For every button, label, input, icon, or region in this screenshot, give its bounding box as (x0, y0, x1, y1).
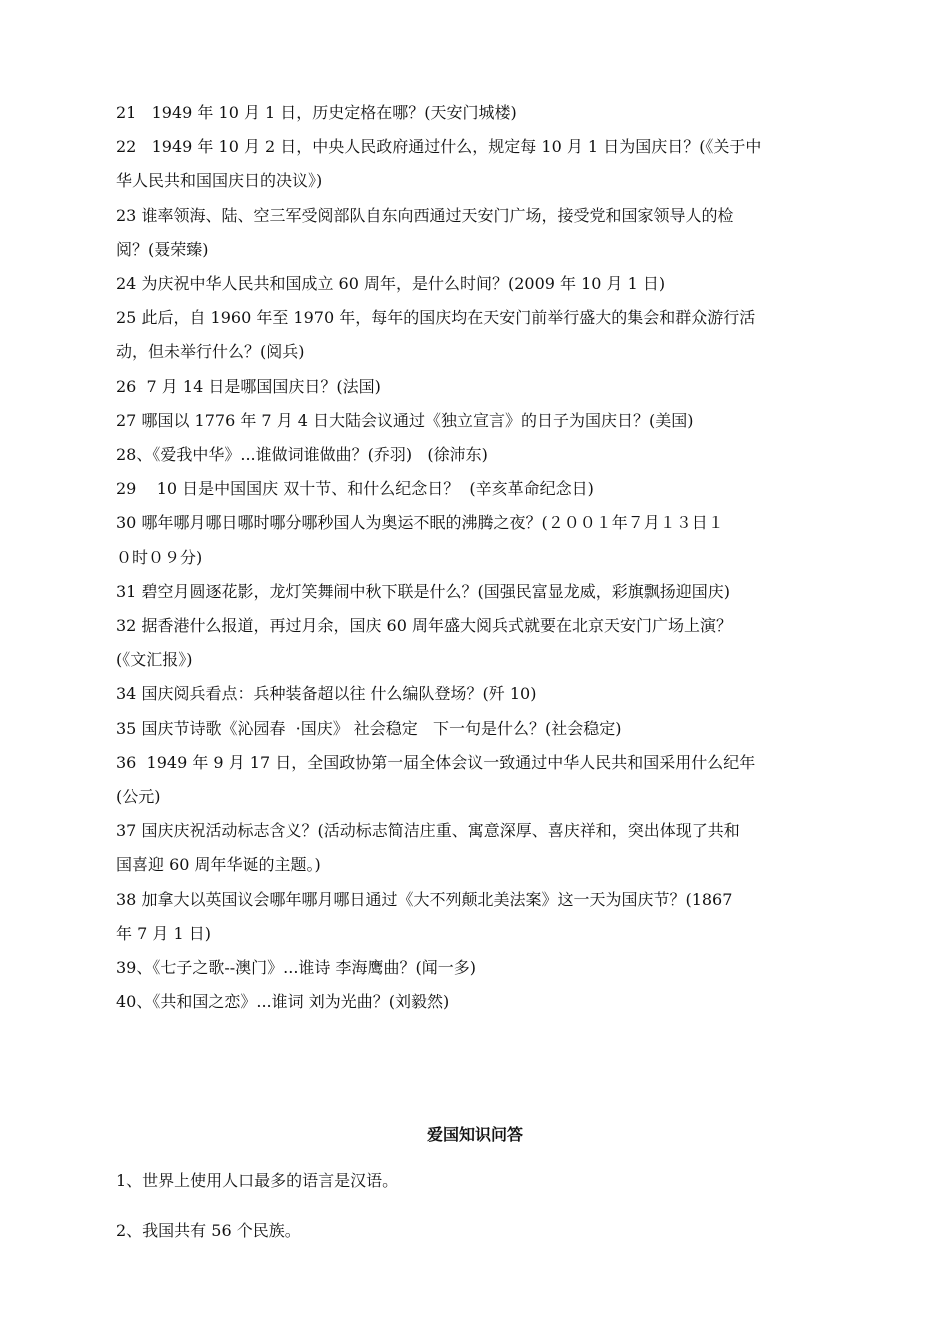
qa-line: 年 7 月 1 日) (116, 923, 211, 943)
qa-line: 37 国庆庆祝活动标志含义？(活动标志简洁庄重、寓意深厚、喜庆祥和，突出体现了共和 (116, 821, 740, 841)
qa-line: 华人民共和国国庆日的决议》) (116, 171, 323, 191)
qa-line: 动，但未举行什么？(阅兵) (116, 342, 305, 362)
fact-item: 2、我国共有 56 个民族。 (116, 1221, 301, 1240)
qa-line: 25 此后，自 1960 年至 1970 年，每年的国庆均在天安门前举行盛大的集会和群众游行活 (116, 308, 756, 328)
qa-line: 29 10 日是中国国庆 双十节、和什么纪念日？ (辛亥革命纪念日) (116, 479, 594, 499)
qa-line: 36 1949 年 9 月 17 日，全国政协第一届全体会议一致通过中华人民共和国采用什么纪年 (116, 752, 756, 772)
qa-line: 40、《共和国之恋》...谁词 刘为光曲？(刘毅然) (116, 992, 450, 1012)
qa-line: (公元) (116, 787, 161, 807)
qa-line: 22 1949 年 10 月 2 日，中央人民政府通过什么，规定每 10 月 1 日为国庆日？(《关于中 (116, 137, 762, 157)
qa-line: 31 碧空月圆逐花影，龙灯笑舞闹中秋下联是什么？(国强民富显龙威，彩旗飘扬迎国庆) (116, 581, 730, 601)
qa-line: 阅？(聂荣臻) (116, 239, 209, 259)
fact-item: 1、世界上使用人口最多的语言是汉语。 (116, 1171, 399, 1190)
qa-line: 35 国庆节诗歌《沁园春 ·国庆》 社会稳定 下一句是什么？(社会稳定) (116, 718, 622, 738)
qa-list (116, 96, 840, 1019)
qa-line: 28、《爱我中华》...谁做词谁做曲？(乔羽) (徐沛东) (116, 445, 488, 465)
qa-line: 26 7 月 14 日是哪国国庆日？(法国) (116, 376, 381, 396)
section-title: 爱国知识问答 (426, 1125, 523, 1144)
qa-line: 国喜迎 60 周年华诞的主题。) (116, 855, 321, 875)
qa-line: 23 谁率领海、陆、空三军受阅部队自东向西通过天安门广场，接受党和国家领导人的检 (116, 205, 734, 225)
qa-line: 32 据香港什么报道，再过月余，国庆 60 周年盛大阅兵式就要在北京天安门广场上演？ (116, 616, 732, 636)
qa-line: 38 加拿大以英国议会哪年哪月哪日通过《大不列颠北美法案》这一天为国庆节？(1867 (116, 889, 733, 909)
qa-line: ０时０９分) (116, 547, 203, 567)
qa-line: 34 国庆阅兵看点：兵种装备超以往 什么编队登场？(歼 10) (116, 684, 537, 704)
qa-line: 27 哪国以 1776 年 7 月 4 日大陆会议通过《独立宣言》的日子为国庆日？(美国) (116, 410, 694, 430)
qa-line: 24 为庆祝中华人民共和国成立 60 周年，是什么时间？(2009 年 10 月 1 日) (116, 274, 666, 294)
qa-line: 30 哪年哪月哪日哪时哪分哪秒国人为奥运不眠的沸腾之夜？(２００１年７月１３日１ (116, 513, 724, 533)
qa-line: (《文汇报》) (116, 650, 193, 670)
qa-line: 39、《七子之歌--澳门》...谁诗 李海鹰曲？(闻一多) (116, 958, 477, 978)
qa-line: 21 1949 年 10 月 1 日，历史定格在哪？(天安门城楼) (116, 103, 517, 122)
